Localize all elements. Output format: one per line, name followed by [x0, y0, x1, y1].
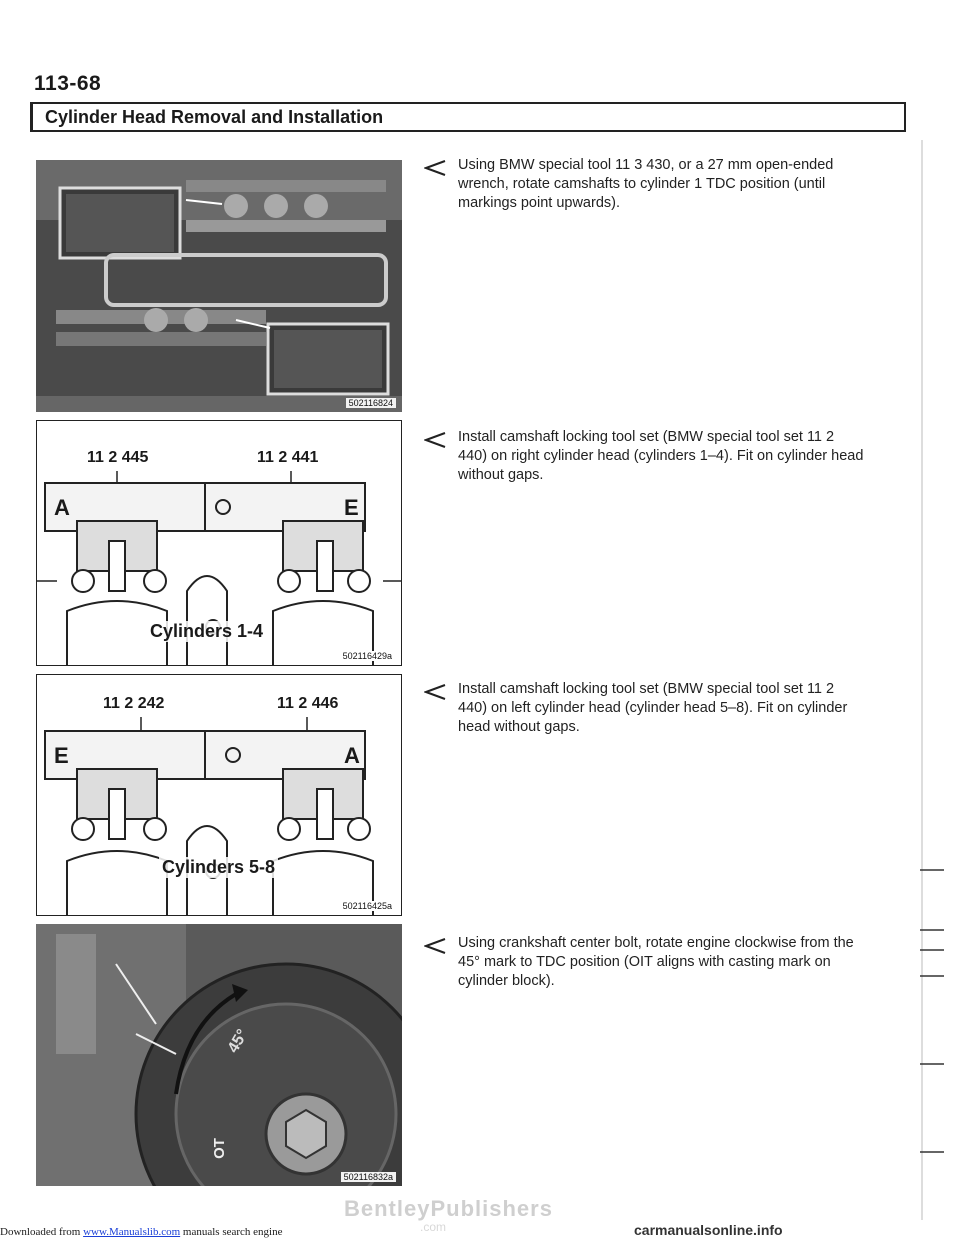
figure-code: 502116824 [346, 398, 396, 408]
block-label-right: E [344, 495, 359, 520]
tool-label-left: 11 2 445 [87, 449, 149, 466]
locking-tool-diagram [37, 675, 402, 916]
figure-camshaft-photo [36, 160, 402, 412]
tool-label-right: 11 2 441 [257, 449, 319, 466]
step-1 [424, 156, 864, 213]
pointer-arrow-icon [424, 684, 446, 700]
step-text: Install camshaft locking tool set (BMW special tool set 11 2 440) on right cylinder head (cylinders 1–4). Fit on cylinder head without gaps. [458, 429, 864, 483]
step-text: Using BMW special tool 11 3 430, or a 27 mm open-ended wrench, rotate camshafts to cylinder 1 TDC position (until markings point upwards). [458, 157, 834, 211]
site-brand: carmanualsonline.info [634, 1222, 783, 1238]
ot-mark-label: OT [210, 1138, 228, 1159]
margin-tick-marks [918, 140, 952, 1220]
cylinders-label: Cylinders 5-8 [159, 857, 278, 878]
section-title: Cylinder Head Removal and Installation [45, 107, 384, 127]
figure-code: 502116429a [340, 651, 395, 661]
figure-locking-tool-1-4 [36, 420, 402, 666]
step-text: Using crankshaft center bolt, rotate engine clockwise from the 45° mark to TDC position (OIT aligns with casting mark on cylinder block). [458, 935, 854, 989]
tool-label-left: 11 2 242 [103, 695, 165, 712]
manualslib-link[interactable]: www.Manualslib.com [83, 1226, 181, 1238]
block-label-left: A [54, 495, 70, 520]
figure-crankshaft-photo [36, 924, 402, 1186]
publisher-watermark-suffix: .com [420, 1220, 447, 1234]
camshaft-photo-illustration [36, 160, 402, 412]
figure-locking-tool-5-8 [36, 674, 402, 916]
section-header [30, 102, 906, 132]
publisher-watermark: BentleyPublishers [344, 1196, 553, 1221]
block-label-left: E [54, 743, 69, 768]
footer-prefix: Downloaded from [0, 1226, 81, 1238]
step-3 [424, 680, 864, 737]
download-footer [0, 1226, 282, 1238]
step-4 [424, 934, 864, 991]
figure-code: 502116832a [341, 1172, 396, 1182]
step-2 [424, 428, 864, 485]
svg-text:45°: 45° [224, 1026, 252, 1056]
page-number: 113-68 [34, 72, 102, 95]
pointer-arrow-icon [424, 432, 446, 448]
pointer-arrow-icon [424, 160, 446, 176]
block-label-right: A [344, 743, 360, 768]
figure-code: 502116425a [340, 901, 395, 911]
step-text: Install camshaft locking tool set (BMW special tool set 11 2 440) on left cylinder head (cylinder head 5–8). Fit on cylinder head without gaps. [458, 681, 848, 735]
footer-suffix: manuals search engine [182, 1226, 283, 1238]
tool-label-right: 11 2 446 [277, 695, 339, 712]
pointer-arrow-icon [424, 938, 446, 954]
cylinders-label: Cylinders 1-4 [147, 621, 266, 642]
